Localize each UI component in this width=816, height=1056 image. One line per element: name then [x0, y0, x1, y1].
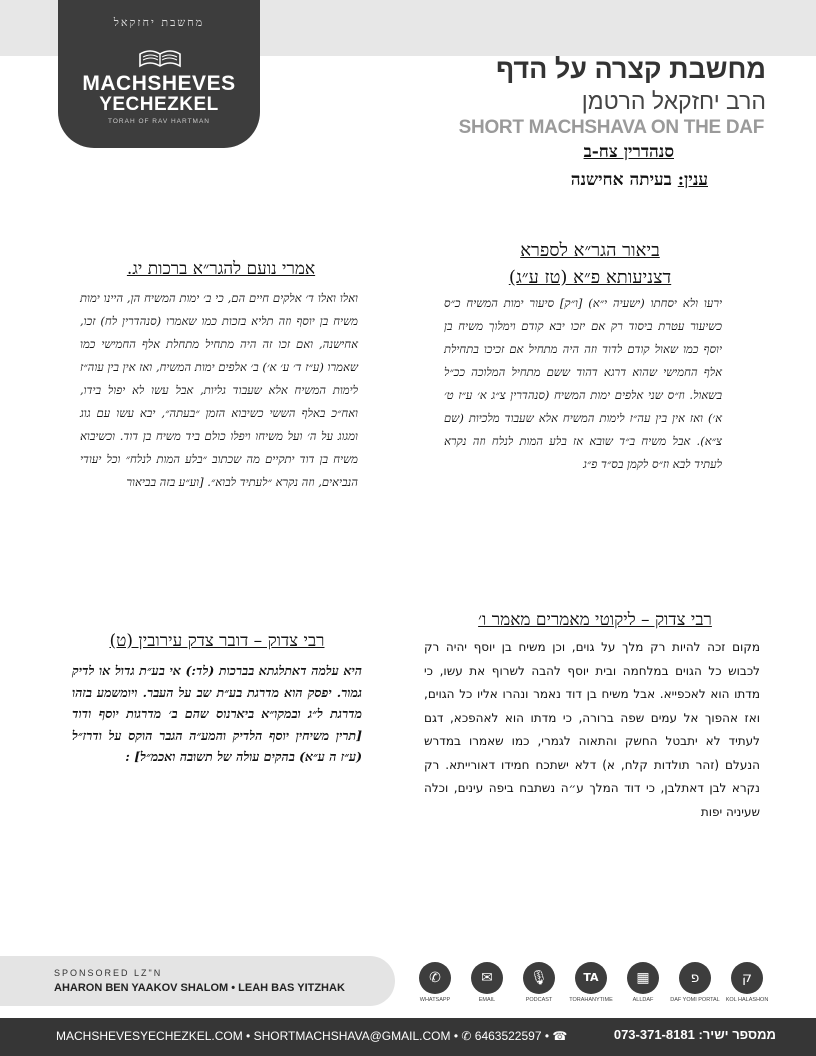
whatsapp-small-icon: ✆: [461, 1029, 472, 1043]
open-book-icon: [138, 46, 182, 68]
logo-tagline: TORAH OF RAV HARTMAN: [108, 118, 210, 125]
footer-whatsapp-number[interactable]: 6463522597: [474, 1029, 542, 1043]
platform-podcast[interactable]: [514, 962, 564, 1003]
page-title-english: SHORT MACHSHAVA ON THE DAF: [458, 117, 764, 138]
platform-caption: PODCAST: [525, 997, 553, 1003]
platform-dafyomi-portal[interactable]: [670, 962, 720, 1003]
rebbe-tzadok-dover-body: היא עלמה דאתלגתא בברכות (לד:) אי בע״ת גדול או לדיק גמור. יפסק הוא מדרגת בע״ת שב על העבר. ויומשמע בזהו מדרגת ל״ג ובמקו״א ביארנוס שהם ב׳ מדרגות יוסף ודוד [תרין משיחין יוסף הלדיק והמע״ה הגבר הוקס על ודרז״ל (ע״ז ה ע״א) בהקים עולה של תשובה ואכמ״ל] :: [72, 663, 362, 764]
platform-torahanytime[interactable]: [566, 962, 616, 1003]
topic-value: בעיתה אחישנה: [570, 170, 678, 190]
alldaf-icon: ▦: [627, 962, 659, 994]
platform-alldaf[interactable]: [618, 962, 668, 1003]
email-icon: ✉: [471, 962, 503, 994]
platform-email[interactable]: [462, 962, 512, 1003]
torahanytime-icon: TA: [575, 962, 607, 994]
amrei-noam-body: ואלו ואלו ד׳ אלקים חיים הם, כי ב׳ ימות המשיח הן, היינו ימות משיח בן יוסף וזה תליא בזכות כמו שאמרו (סנהדרין לח) זכו, אחישנה, ואם זכו זה היה מתחיל מתחלת אלף החמישי כמו שאמרו (ע״ז ד׳ ע׳ א׳) ב׳ אלפים ימות המשיח, ואז אין בין עוה״ז לימות המשיח אלא שעבוד גליות, אבל עשו לא יפול בידו, ואח״כ באלף הששי כשיבוא הזמן ״בעתה״, יבא עשו עם גוג ומגוג על ה׳ ועל משיחו ויפלו כולם ביד משיח בן דוד. וכשיבוא משיח בן דוד יתקיים מה שכתוב ״בלע המות לנלח״ וכל יעודי הנביאים, וזה נקרא ״לעתיד לבוא״. [וע״ע בזה בביאור: [80, 291, 358, 489]
page-title-hebrew: מחשבת קצרה על הדף: [495, 54, 766, 84]
footer-phone-label: :ממספר ישיר: [698, 1027, 776, 1042]
topic-line: [571, 170, 708, 190]
footer-separator: •: [246, 1029, 254, 1043]
topic-label: ענין:: [677, 170, 708, 190]
dafyomi-portal-icon: פ: [679, 962, 711, 994]
platform-caption: WHATSAPP: [419, 997, 451, 1003]
platform-caption: ALLDAF: [632, 997, 654, 1003]
logo-machsheves: MACHSHEVES: [82, 72, 236, 95]
footer-separator: •: [453, 1029, 462, 1043]
gra-sifra-body: ירעו ולא יסחתו (ישעיה י״א) [ו״ק] סיעור ימות המשיח כ״ס כשיעור עטרת ביסוד רק אם יזכו יבא קודם וימלוך משיח בן יוסף כמו שאול קודם לדוד וזה היה מתחיל אם זכיכו בתחילת אלף החמישי שהוא דרגא דהוד ששם מתחיל המלוכה ככ״ל בשאול. וז״ס שני אלפים ימות המשיח (סנהדרין צ״ג א׳ ע״ז ט׳ א׳) ואז אין בין עה״ז לימות המשיח אלא שעבוד מלכיות (שם צ״א). אבל משיח ב״ד שובא אז בלע המות לנלח וזה נקרא לעתיד לבא וז״ס לקמן בס״ד פ״ג: [444, 296, 722, 471]
logo-yechezkel: YECHEZKEL: [99, 94, 219, 115]
footer-phone-number[interactable]: 073-371-8181: [613, 1027, 695, 1042]
gra-sifra-heading-line1: ביאור הגר״א לספרא: [520, 240, 660, 261]
rebbe-tzadok-maamar-body: מקום זכה להיות רק מלך על גוים, וכן משיח בן יוסף יהיה רק לכבוש כל הגוים במלחמה ובית יוסף להבה לשרוף את עשו, כי מדתו הוא לאכפייא. אבל משיח בן דוד נאמר ונהרו אליו כל הגוים, ואז אהפוך אל עמים שפה ברורה, כי מדתו הוא לאהפכא, דגם לעתיד לא יתבטל החשק והתאוה לגמרי, כמו שאמרו במדרש הנעלם (זהר תולדות קלח, א) דלא ישתכח חמידו דאורייתא. רק נקרא לבן דאתלבן, כי דוד המלך ע״ה נשתבח ביפה עינים, וכלה שעיניה יפות: [424, 640, 760, 819]
platform-caption: KOL HALASHON: [725, 997, 769, 1003]
gra-sifra-heading-line2: דצניעותא פ״א (טז ע״ג): [508, 267, 672, 288]
podcast-icon: 🎙: [523, 962, 555, 994]
phone-icon: ☎: [552, 1029, 568, 1043]
whatsapp-icon: ✆: [419, 962, 451, 994]
platform-caption: TORAHANYTIME: [569, 997, 613, 1003]
rebbe-tzadok-maamar-heading: רבי צדוק – ליקוטי מאמרים מאמר ו׳: [478, 610, 712, 630]
amrei-noam-heading: אמרי נועם להגר״א ברכות יג.: [126, 259, 316, 279]
footer-contact: [56, 1029, 567, 1043]
gra-sifra-heading: [450, 237, 730, 291]
platform-caption: EMAIL: [478, 997, 496, 1003]
logo: [58, 0, 260, 148]
platform-kolhalashon[interactable]: [722, 962, 772, 1003]
kolhalashon-icon: ק: [731, 962, 763, 994]
footer-email-link[interactable]: SHORTMACHSHAVA@GMAIL.COM: [253, 1029, 451, 1043]
sponsor-label: SPONSORED LZ"N: [54, 968, 163, 978]
platform-icons: [410, 962, 780, 1008]
logo-hebrew-text: מחשבת יחזקאל: [113, 16, 205, 29]
footer-phone: [614, 1027, 776, 1042]
author-hebrew: הרב יחזקאל הרטמן: [581, 88, 766, 114]
sponsor-names: AHARON BEN YAAKOV SHALOM • LEAH BAS YITZHAK: [54, 982, 345, 994]
footer-separator: •: [544, 1029, 553, 1043]
daf-reference: סנהדרין צח-ב: [583, 142, 674, 162]
footer-website-link[interactable]: MACHSHEVESYECHEZKEL.COM: [56, 1029, 243, 1043]
platform-caption: DAF YOMI PORTAL: [670, 997, 720, 1003]
platform-whatsapp[interactable]: [410, 962, 460, 1003]
sponsor-strip: [0, 956, 395, 1006]
rebbe-tzadok-dover-heading: רבי צדוק – דובר צדק עירובין (ט): [109, 631, 325, 651]
